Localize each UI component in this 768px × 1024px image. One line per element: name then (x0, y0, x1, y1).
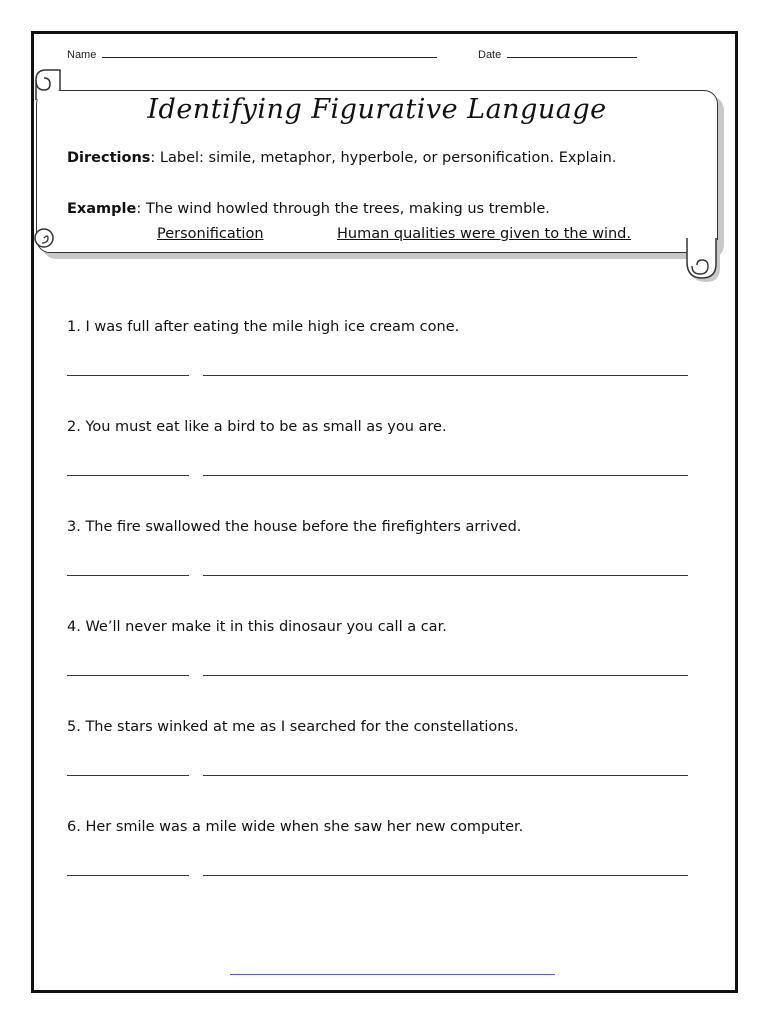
answer-4-explain-line[interactable] (203, 675, 688, 676)
answer-6-explain-line[interactable] (203, 875, 688, 876)
example (67, 201, 550, 217)
answer-5-label-line[interactable] (67, 775, 189, 776)
question-2: 2. You must eat like a bird to be as small as you are. (67, 419, 447, 435)
name-label: Name (67, 49, 97, 61)
question-5: 5. The stars winked at me as I searched for the constellations. (67, 719, 519, 735)
date-blank[interactable] (507, 47, 637, 58)
answer-2-explain-line[interactable] (203, 475, 688, 476)
directions (67, 150, 616, 166)
answer-5-explain-line[interactable] (203, 775, 688, 776)
question-3: 3. The fire swallowed the house before the firefighters arrived. (67, 519, 522, 535)
answer-6-label-line[interactable] (67, 875, 189, 876)
directions-text: : Label: simile, metaphor, hyperbole, or personification. Explain. (150, 150, 617, 166)
name-blank[interactable] (102, 47, 437, 58)
scroll-curl-bottom-right-icon (684, 236, 728, 288)
footer-link[interactable] (230, 974, 555, 975)
scroll-curl-bottom-left-icon (30, 224, 60, 254)
question-4: 4. We’ll never make it in this dinosaur you call a car. (67, 619, 447, 635)
page-title: Identifying Figurative Language (147, 94, 607, 125)
answer-2-label-line[interactable] (67, 475, 189, 476)
example-sentence: : The wind howled through the trees, making us tremble. (136, 201, 550, 217)
answer-3-explain-line[interactable] (203, 575, 688, 576)
name-field[interactable] (67, 47, 437, 61)
example-answer-type: Personification (157, 226, 264, 242)
question-6: 6. Her smile was a mile wide when she saw her new computer. (67, 819, 524, 835)
answer-3-label-line[interactable] (67, 575, 189, 576)
date-label: Date (478, 49, 502, 61)
directions-label: Directions (67, 150, 151, 166)
example-label: Example (67, 201, 137, 217)
answer-1-explain-line[interactable] (203, 375, 688, 376)
answer-4-label-line[interactable] (67, 675, 189, 676)
date-field[interactable] (478, 47, 637, 61)
question-1: 1. I was full after eating the mile high ice cream cone. (67, 319, 460, 335)
example-answer-explanation: Human qualities were given to the wind. (337, 226, 631, 242)
answer-1-label-line[interactable] (67, 375, 189, 376)
